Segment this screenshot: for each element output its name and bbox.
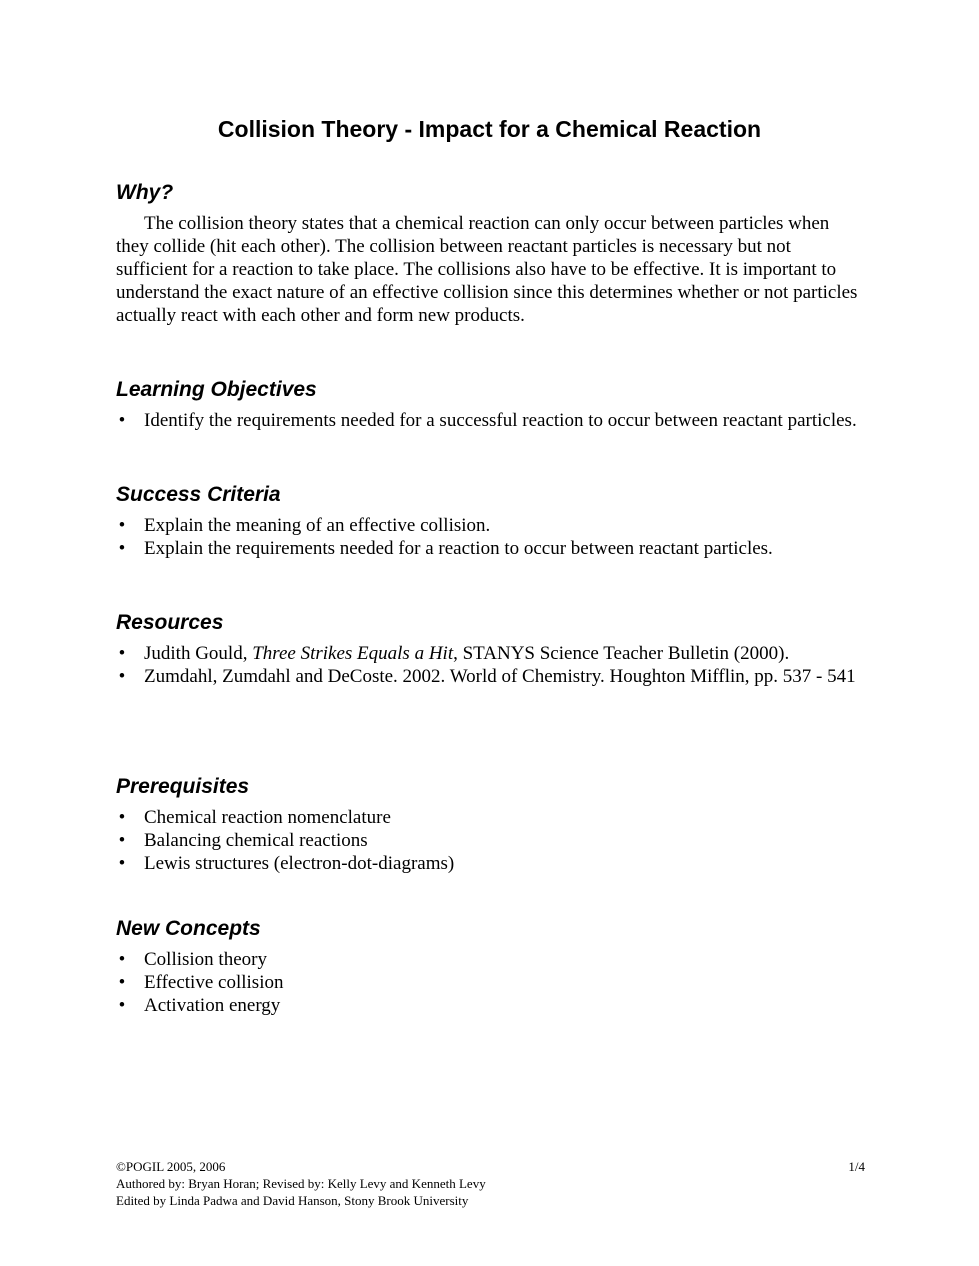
prerequisites-list <box>116 806 866 875</box>
list-item-text: Balancing chemical reactions <box>144 830 368 851</box>
heading-success-criteria: Success Criteria <box>116 483 281 506</box>
why-paragraph: The collision theory states that a chemical reaction can only occur between particles when they collide (hit each other). The collision between reactant particles is necessary but not sufficient for a reaction to take place. The collisions also have to be effective. It is important to understand the exact nature of an effective collision since this determines whether or not particles actually react with each other and form new products. <box>116 213 858 326</box>
list-item <box>116 642 866 665</box>
bullet-icon: • <box>118 853 126 874</box>
section-new-concepts <box>116 916 866 1017</box>
heading-learning-objectives: Learning Objectives <box>116 378 317 401</box>
bullet-icon: • <box>118 410 126 431</box>
list-item-text: Lewis structures (electron-dot-diagrams) <box>144 853 455 874</box>
list-item-text: Identify the requirements needed for a successful reaction to occur between reactant particles. <box>144 410 857 431</box>
bullet-icon: • <box>118 643 126 664</box>
success-criteria-list <box>116 514 866 560</box>
page-footer <box>116 1158 865 1209</box>
list-item-text: Zumdahl, Zumdahl and DeCoste. 2002. World of Chemistry. Houghton Mifflin, pp. 537 - 541 <box>144 666 856 687</box>
bullet-icon: • <box>118 995 126 1016</box>
heading-new-concepts: New Concepts <box>116 917 261 940</box>
list-item <box>116 852 866 875</box>
resource-author: Judith Gould, <box>144 643 253 664</box>
section-learning-objectives <box>116 377 866 432</box>
section-resources <box>116 610 866 688</box>
footer-edited: Edited by Linda Padwa and David Hanson, Stony Brook University <box>116 1193 469 1208</box>
bullet-icon: • <box>118 972 126 993</box>
resource-source: , STANYS Science Teacher Bulletin (2000). <box>453 643 790 664</box>
learning-objectives-list <box>116 409 866 432</box>
heading-resources: Resources <box>116 611 224 634</box>
bullet-icon: • <box>118 515 126 536</box>
resources-list <box>116 642 866 688</box>
footer-authored: Authored by: Bryan Horan; Revised by: Kelly Levy and Kenneth Levy <box>116 1176 486 1191</box>
page-title: Collision Theory - Impact for a Chemical Reaction <box>217 116 762 142</box>
bullet-icon: • <box>118 830 126 851</box>
list-item-text: Explain the meaning of an effective collision. <box>144 515 491 536</box>
list-item <box>116 829 866 852</box>
heading-prerequisites: Prerequisites <box>116 775 250 798</box>
new-concepts-list <box>116 948 866 1017</box>
bullet-icon: • <box>118 807 126 828</box>
section-success-criteria <box>116 482 866 560</box>
footer-page-number: 1/4 <box>848 1159 865 1174</box>
footer-top-row <box>116 1158 865 1175</box>
footer-copyright: ©POGIL 2005, 2006 <box>116 1159 226 1174</box>
list-item-text: Collision theory <box>144 949 267 970</box>
bullet-icon: • <box>118 949 126 970</box>
heading-why: Why? <box>116 181 174 204</box>
list-item <box>116 537 866 560</box>
list-item-text: Chemical reaction nomenclature <box>144 807 391 828</box>
list-item-text: Effective collision <box>144 972 284 993</box>
list-item <box>116 806 866 829</box>
list-item <box>116 514 866 537</box>
bullet-icon: • <box>118 666 126 687</box>
list-item-text: Activation energy <box>144 995 281 1016</box>
list-item-text: Explain the requirements needed for a reaction to occur between reactant particles. <box>144 538 773 559</box>
list-item <box>116 971 866 994</box>
bullet-icon: • <box>118 538 126 559</box>
section-prerequisites <box>116 774 866 875</box>
list-item <box>116 994 866 1017</box>
resource-title-italic: Three Strikes Equals a Hit <box>252 643 454 664</box>
list-item <box>116 948 866 971</box>
list-item <box>116 665 866 688</box>
list-item <box>116 409 866 432</box>
section-why <box>116 180 866 327</box>
